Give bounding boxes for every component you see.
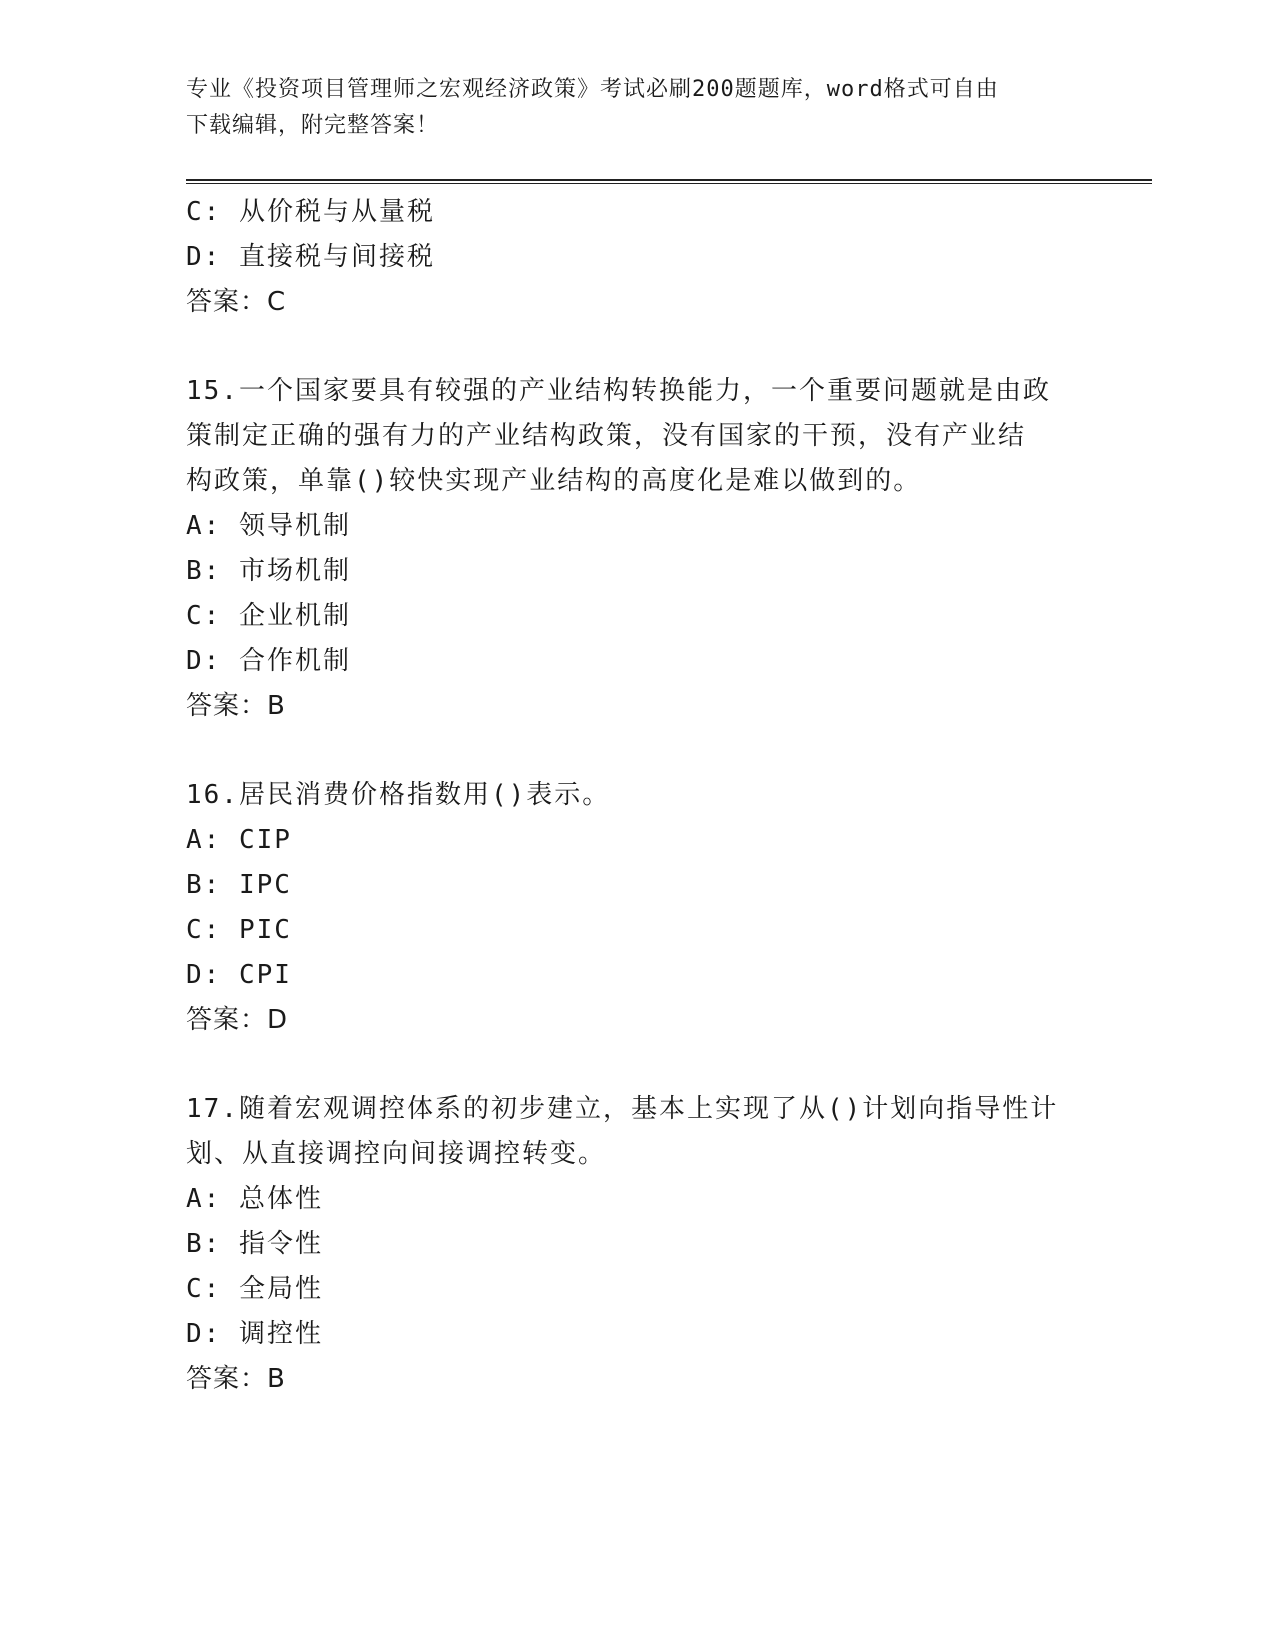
option-d: D: 合作机制 bbox=[186, 646, 351, 676]
option-c: C: 企业机制 bbox=[186, 601, 351, 631]
header-line-2: 下载编辑，附完整答案！ bbox=[186, 113, 440, 138]
spacer bbox=[186, 325, 1086, 369]
question-16 bbox=[186, 773, 1086, 1043]
question-14 bbox=[186, 190, 1086, 325]
header-divider-thick bbox=[186, 179, 1152, 181]
option-b: B: 市场机制 bbox=[186, 556, 351, 586]
option-c: C: 全局性 bbox=[186, 1274, 323, 1304]
question-stem-line: 策制定正确的强有力的产业结构政策，没有国家的干预，没有产业结 bbox=[186, 421, 1027, 451]
document-header bbox=[186, 72, 1066, 144]
option-c: C: PIC bbox=[186, 915, 292, 945]
option-d: D: CPI bbox=[186, 960, 292, 990]
option-d: D: 直接税与间接税 bbox=[186, 242, 435, 272]
question-stem-line: 构政策，单靠()较快实现产业结构的高度化是难以做到的。 bbox=[186, 466, 922, 496]
answer-line: 答案：C bbox=[186, 287, 287, 317]
question-list bbox=[186, 190, 1086, 1402]
answer-line: 答案：B bbox=[186, 1364, 286, 1394]
option-d: D: 调控性 bbox=[186, 1319, 323, 1349]
question-stem-line: 17.随着宏观调控体系的初步建立，基本上实现了从()计划向指导性计 bbox=[186, 1094, 1059, 1124]
spacer bbox=[186, 1043, 1086, 1087]
question-stem-line: 15.一个国家要具有较强的产业结构转换能力，一个重要问题就是由政 bbox=[186, 376, 1051, 406]
option-b: B: 指令性 bbox=[186, 1229, 323, 1259]
answer-line: 答案：D bbox=[186, 1005, 289, 1035]
question-stem-line: 划、从直接调控向间接调控转变。 bbox=[186, 1139, 607, 1169]
option-a: A: 领导机制 bbox=[186, 511, 351, 541]
option-a: A: 总体性 bbox=[186, 1184, 323, 1214]
question-stem-line: 16.居民消费价格指数用()表示。 bbox=[186, 780, 611, 810]
answer-line: 答案：B bbox=[186, 691, 286, 721]
spacer bbox=[186, 729, 1086, 773]
header-divider-thin bbox=[186, 183, 1152, 184]
option-c: C: 从价税与从量税 bbox=[186, 197, 435, 227]
question-15 bbox=[186, 369, 1086, 729]
header-line-1: 专业《投资项目管理师之宏观经济政策》考试必刷200题题库，word格式可自由 bbox=[186, 77, 999, 102]
option-b: B: IPC bbox=[186, 870, 292, 900]
question-17 bbox=[186, 1087, 1086, 1402]
option-a: A: CIP bbox=[186, 825, 292, 855]
